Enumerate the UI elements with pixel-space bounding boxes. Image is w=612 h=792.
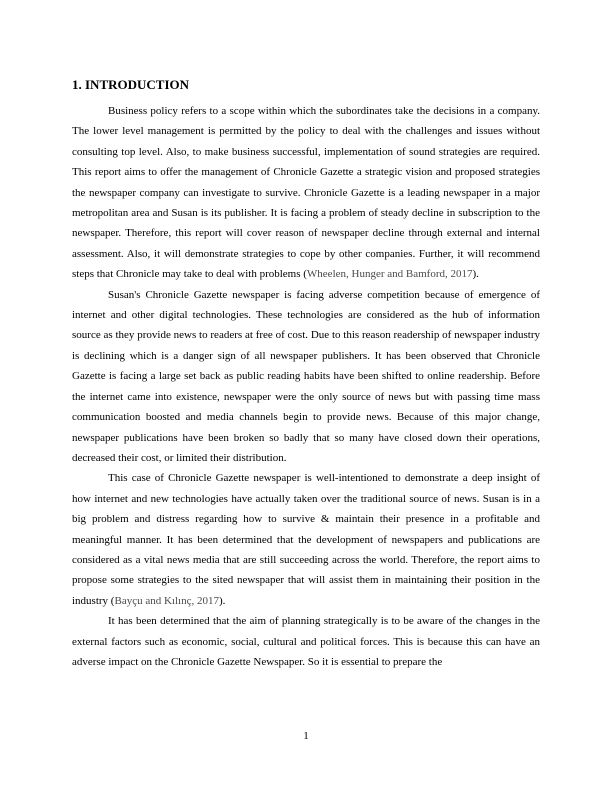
- citation-baycu: Bayçu and Kılınç, 2017: [114, 594, 219, 607]
- paragraph-1-text: Business policy refers to a scope within which the subordinates take the decisions in a company. The lower level management is permitted by the policy to deal with the challenges and issues without consulting top level. Also, to make business successful, implementation of sound strategies are required. This report aims to offer the management of Chronicle Gazette a strategic vision and proposed strategies the newspaper company can investigate to survive. Chronicle Gazette is a leading newspaper in a major metropolitan area and Susan is its publisher. It is facing a problem of steady decline in subscription to the newspaper. Therefore, this report will cover reason of newspaper decline through external and internal assessment. Also, it will demonstrate strategies to cope by other companies. Further, it will recommend steps that Chronicle may take to deal with problems (: [72, 105, 540, 281]
- paragraph-3-text: This case of Chronicle Gazette newspaper is well-intentioned to demonstrate a deep insight of how internet and new technologies have actually taken over the traditional source of news. Susan is in a big problem and distress regarding how to survive & maintain their presence in a profitable and meaningful manner. It has been determined that the development of newspapers and publications are considered as a vital news media that are still succeeding across the world. Therefore, the report aims to propose some strategies to the sited newspaper that will assist them in maintaining their position in the industry (: [72, 472, 540, 607]
- document-page: [72, 76, 540, 672]
- paragraph-1-tail: ).: [472, 268, 479, 281]
- paragraph-2-text: Susan's Chronicle Gazette newspaper is facing adverse competition because of emergence of internet and other digital technologies. These technologies are considered as the hub of information source as they provide news to readers at free of cost. Due to this reason readership of newspaper industry is declining which is a danger sign of all newspaper publishers. It has been observed that Chronicle Gazette is facing a large set back as public reading habits have been shifted to online readership. Before the internet came into existence, newspaper were the only source of news but with passing time mass communication boosted and media channels begin to provide news. Because of this major change, newspaper publications have been broken so badly that so many have closed down their operations, decreased their cost, or limited their distribution.: [72, 288, 540, 464]
- paragraph-3: [72, 468, 540, 611]
- citation-wheelen: Wheelen, Hunger and Bamford, 2017: [306, 268, 473, 281]
- paragraph-4: [72, 611, 540, 672]
- paragraph-3-tail: ).: [218, 594, 226, 607]
- paragraph-1: [72, 101, 540, 285]
- paragraph-2: [72, 285, 540, 469]
- paragraph-4-text: It has been determined that the aim of planning strategically is to be aware of the changes in the external factors such as economic, social, cultural and political forces. This is because this can have an adverse impact on the Chronicle Gazette Newspaper. So it is essential to prepare the: [72, 615, 540, 668]
- section-heading: 1. INTRODUCTION: [72, 77, 190, 92]
- page-number: 1: [303, 730, 309, 742]
